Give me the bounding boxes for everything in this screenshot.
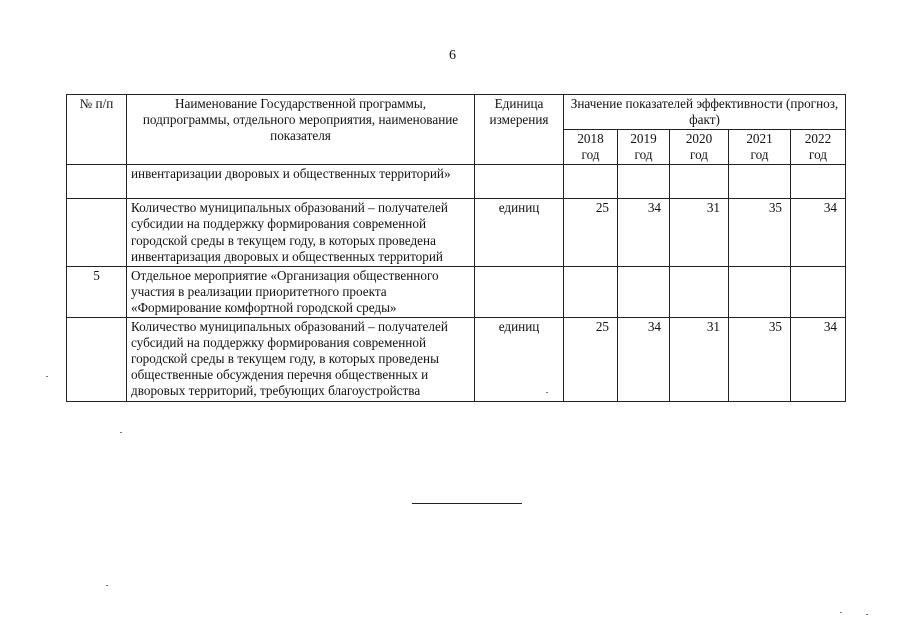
header-year-2020: 2020 год	[670, 130, 729, 165]
scan-speck	[546, 392, 548, 393]
row-value-2021: 35	[729, 199, 791, 266]
row-value-2019: 34	[618, 199, 670, 266]
row-value-2020: 31	[670, 318, 729, 401]
row-name: Отдельное мероприятие «Организация общественного участия в реализации приоритетного проекта «Формирование комфортной городской среды»	[127, 266, 475, 317]
row-value-2021	[729, 165, 791, 199]
table-row	[67, 165, 846, 199]
row-value-2018: 25	[564, 318, 618, 401]
row-value-2020	[670, 165, 729, 199]
scan-speck	[106, 585, 108, 586]
footer-separator-line	[412, 503, 522, 504]
row-value-2022	[791, 266, 846, 317]
row-value-2022: 34	[791, 199, 846, 266]
row-num	[67, 199, 127, 266]
header-year-2021: 2021 год	[729, 130, 791, 165]
table-row	[67, 199, 846, 266]
row-value-2021: 35	[729, 318, 791, 401]
row-num	[67, 318, 127, 401]
row-unit: единиц	[475, 199, 564, 266]
row-value-2019: 34	[618, 318, 670, 401]
row-name: Количество муниципальных образований – получателей субсидий на поддержку формирования современной городской среды в текущем году, в которых проведены общественные обсуждения перечня общественных и дворовых территорий, требующих благоустройства	[127, 318, 475, 401]
table-row	[67, 318, 846, 401]
scan-speck	[120, 432, 122, 433]
header-num: № п/п	[67, 95, 127, 165]
table-row	[67, 266, 846, 317]
row-value-2018	[564, 266, 618, 317]
row-unit	[475, 165, 564, 199]
header-name: Наименование Государственной программы, подпрограммы, отдельного мероприятия, наименование показателя	[127, 95, 475, 165]
row-value-2018	[564, 165, 618, 199]
row-unit	[475, 266, 564, 317]
indicators-table	[66, 94, 846, 402]
row-name: Количество муниципальных образований – получателей субсидии на поддержку формирования современной городской среды в текущем году, в которых проведена инвентаризация дворовых и общественных территорий	[127, 199, 475, 266]
row-value-2019	[618, 266, 670, 317]
table-header	[67, 95, 846, 165]
row-num	[67, 165, 127, 199]
row-num: 5	[67, 266, 127, 317]
row-value-2018: 25	[564, 199, 618, 266]
row-unit: единиц	[475, 318, 564, 401]
page-number: 6	[449, 48, 456, 63]
row-value-2021	[729, 266, 791, 317]
header-unit: Единица измерения	[475, 95, 564, 165]
header-values: Значение показателей эффективности (прогноз, факт)	[564, 95, 846, 130]
row-value-2020	[670, 266, 729, 317]
row-name: инвентаризации дворовых и общественных территорий»	[127, 165, 475, 199]
header-year-2022: 2022 год	[791, 130, 846, 165]
row-value-2022	[791, 165, 846, 199]
row-value-2020: 31	[670, 199, 729, 266]
row-value-2019	[618, 165, 670, 199]
scan-speck	[46, 376, 48, 377]
header-year-2018: 2018 год	[564, 130, 618, 165]
scan-speck	[840, 612, 842, 613]
row-value-2022: 34	[791, 318, 846, 401]
scan-speck	[866, 614, 868, 615]
header-year-2019: 2019 год	[618, 130, 670, 165]
